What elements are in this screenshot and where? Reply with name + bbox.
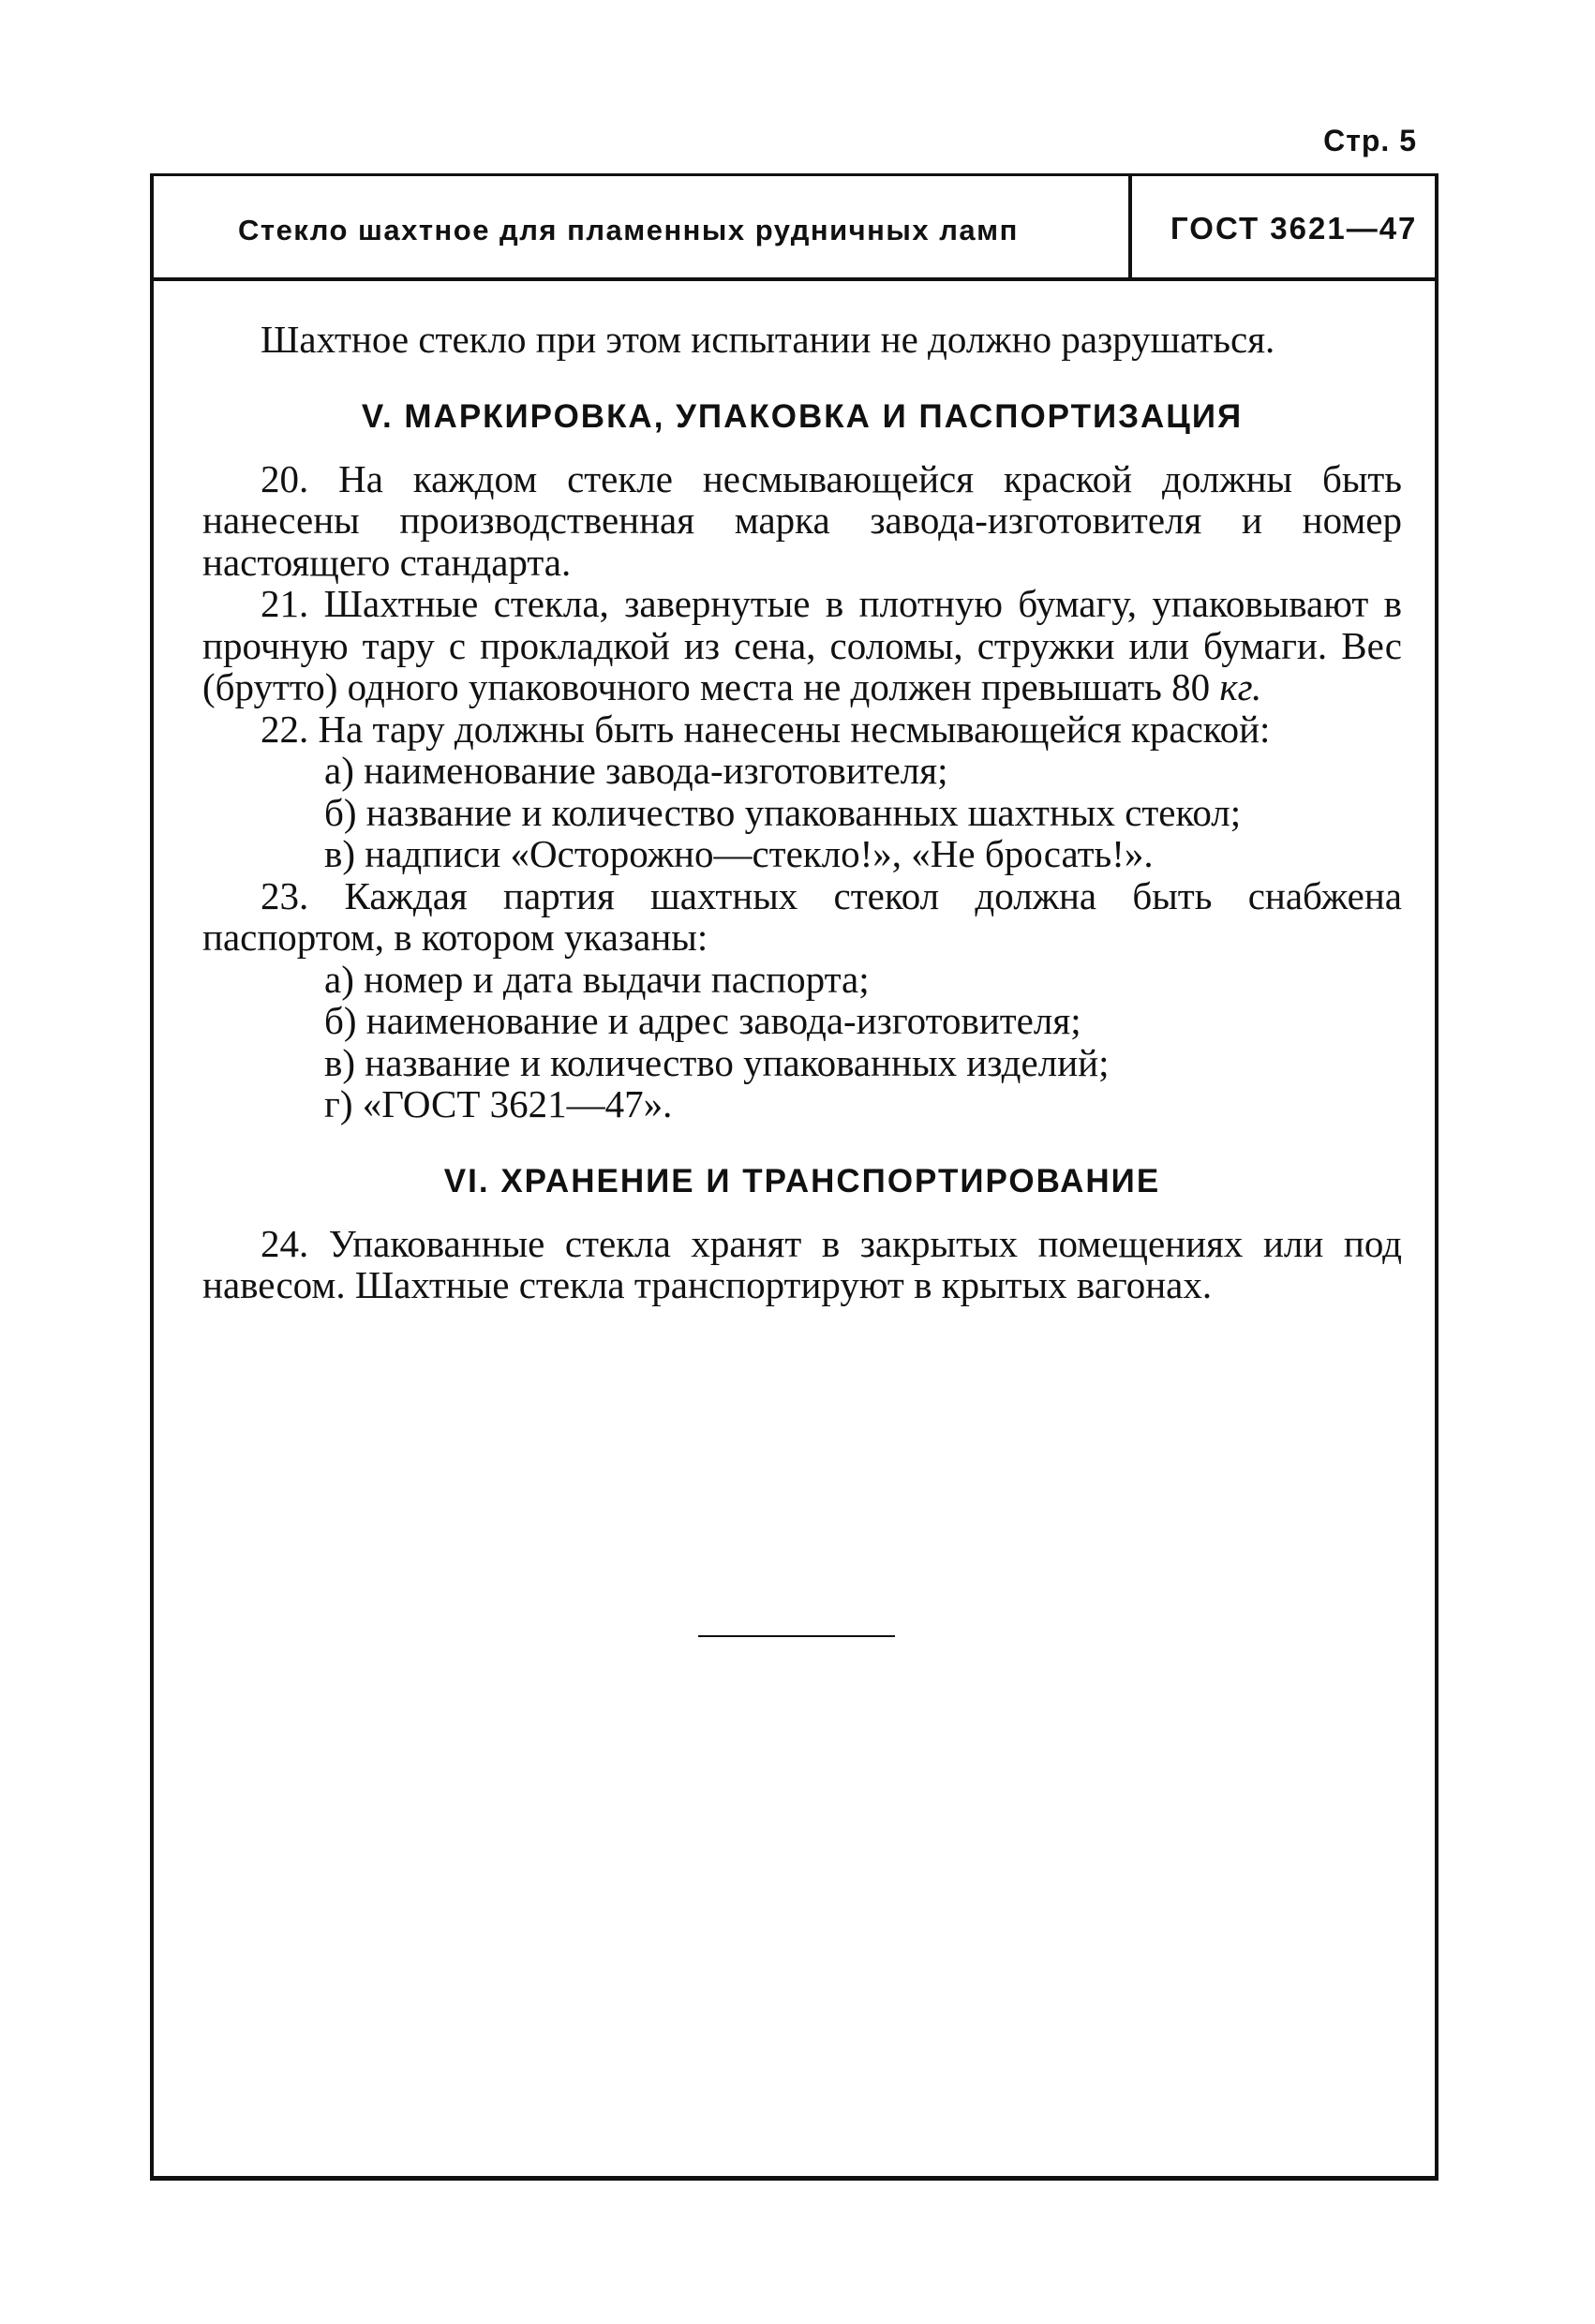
list-item: а) наименование завода-изготовителя;: [324, 749, 948, 792]
end-of-text-rule: [698, 1635, 895, 1637]
list-item: в) название и количество упакованных изделий;: [324, 1040, 1110, 1084]
paragraph-23: 23. Каждая партия шахтных стекол должна быть снабжена паспортом, в котором указаны:: [202, 873, 1402, 959]
paragraph-21-unit: кг.: [1219, 665, 1262, 708]
paragraph-20: 20. На каждом стекле несмывающейся краской должны быть нанесены производственная марка завода-изготовителя и номер настоящего стандарта.: [202, 456, 1402, 584]
intro-paragraph: Шахтное стекло при этом испытании не должно разрушаться.: [261, 318, 1275, 361]
list-item: б) наименование и адрес завода-изготовителя;: [324, 999, 1081, 1042]
list-item: г) «ГОСТ 3621—47».: [324, 1082, 673, 1125]
bottom-rule: [150, 2176, 1438, 2181]
document-header: [154, 176, 1435, 281]
list-item: б) название и количество упакованных шахтных стекол;: [324, 790, 1242, 834]
paragraph-24: 24. Упакованные стекла хранят в закрытых помещениях или под навесом. Шахтные стекла транспортируют в крытых вагонах.: [202, 1221, 1402, 1306]
paragraph-22: 22. На тару должны быть нанесены несмывающейся краской:: [261, 707, 1271, 751]
page-number: Стр. 5: [1323, 124, 1417, 157]
paragraph-21-text: 21. Шахтные стекла, завернутые в плотную бумагу, упаковывают в прочную тару с прокладкой из сена, соломы, стружки или бумаги. Вес (брутто) одного упаковочного места не должен превышать 80: [202, 582, 1402, 708]
paragraph-21: [202, 583, 1402, 708]
document-title: Стекло шахтное для пламенных рудничных ламп: [238, 214, 1019, 246]
section-6-heading: VI. ХРАНЕНИЕ И ТРАНСПОРТИРОВАНИЕ: [443, 1162, 1161, 1199]
document-body: [202, 319, 1402, 1306]
list-item: в) надписи «Осторожно—стекло!», «Не бросать!».: [324, 832, 1154, 875]
standard-number: ГОСТ 3621—47: [1170, 211, 1418, 246]
list-item: а) номер и дата выдачи паспорта;: [324, 957, 870, 1001]
header-divider: [1128, 176, 1132, 277]
section-5-heading: V. МАРКИРОВКА, УПАКОВКА И ПАСПОРТИЗАЦИЯ: [361, 397, 1244, 435]
page-frame: [150, 173, 1438, 2179]
